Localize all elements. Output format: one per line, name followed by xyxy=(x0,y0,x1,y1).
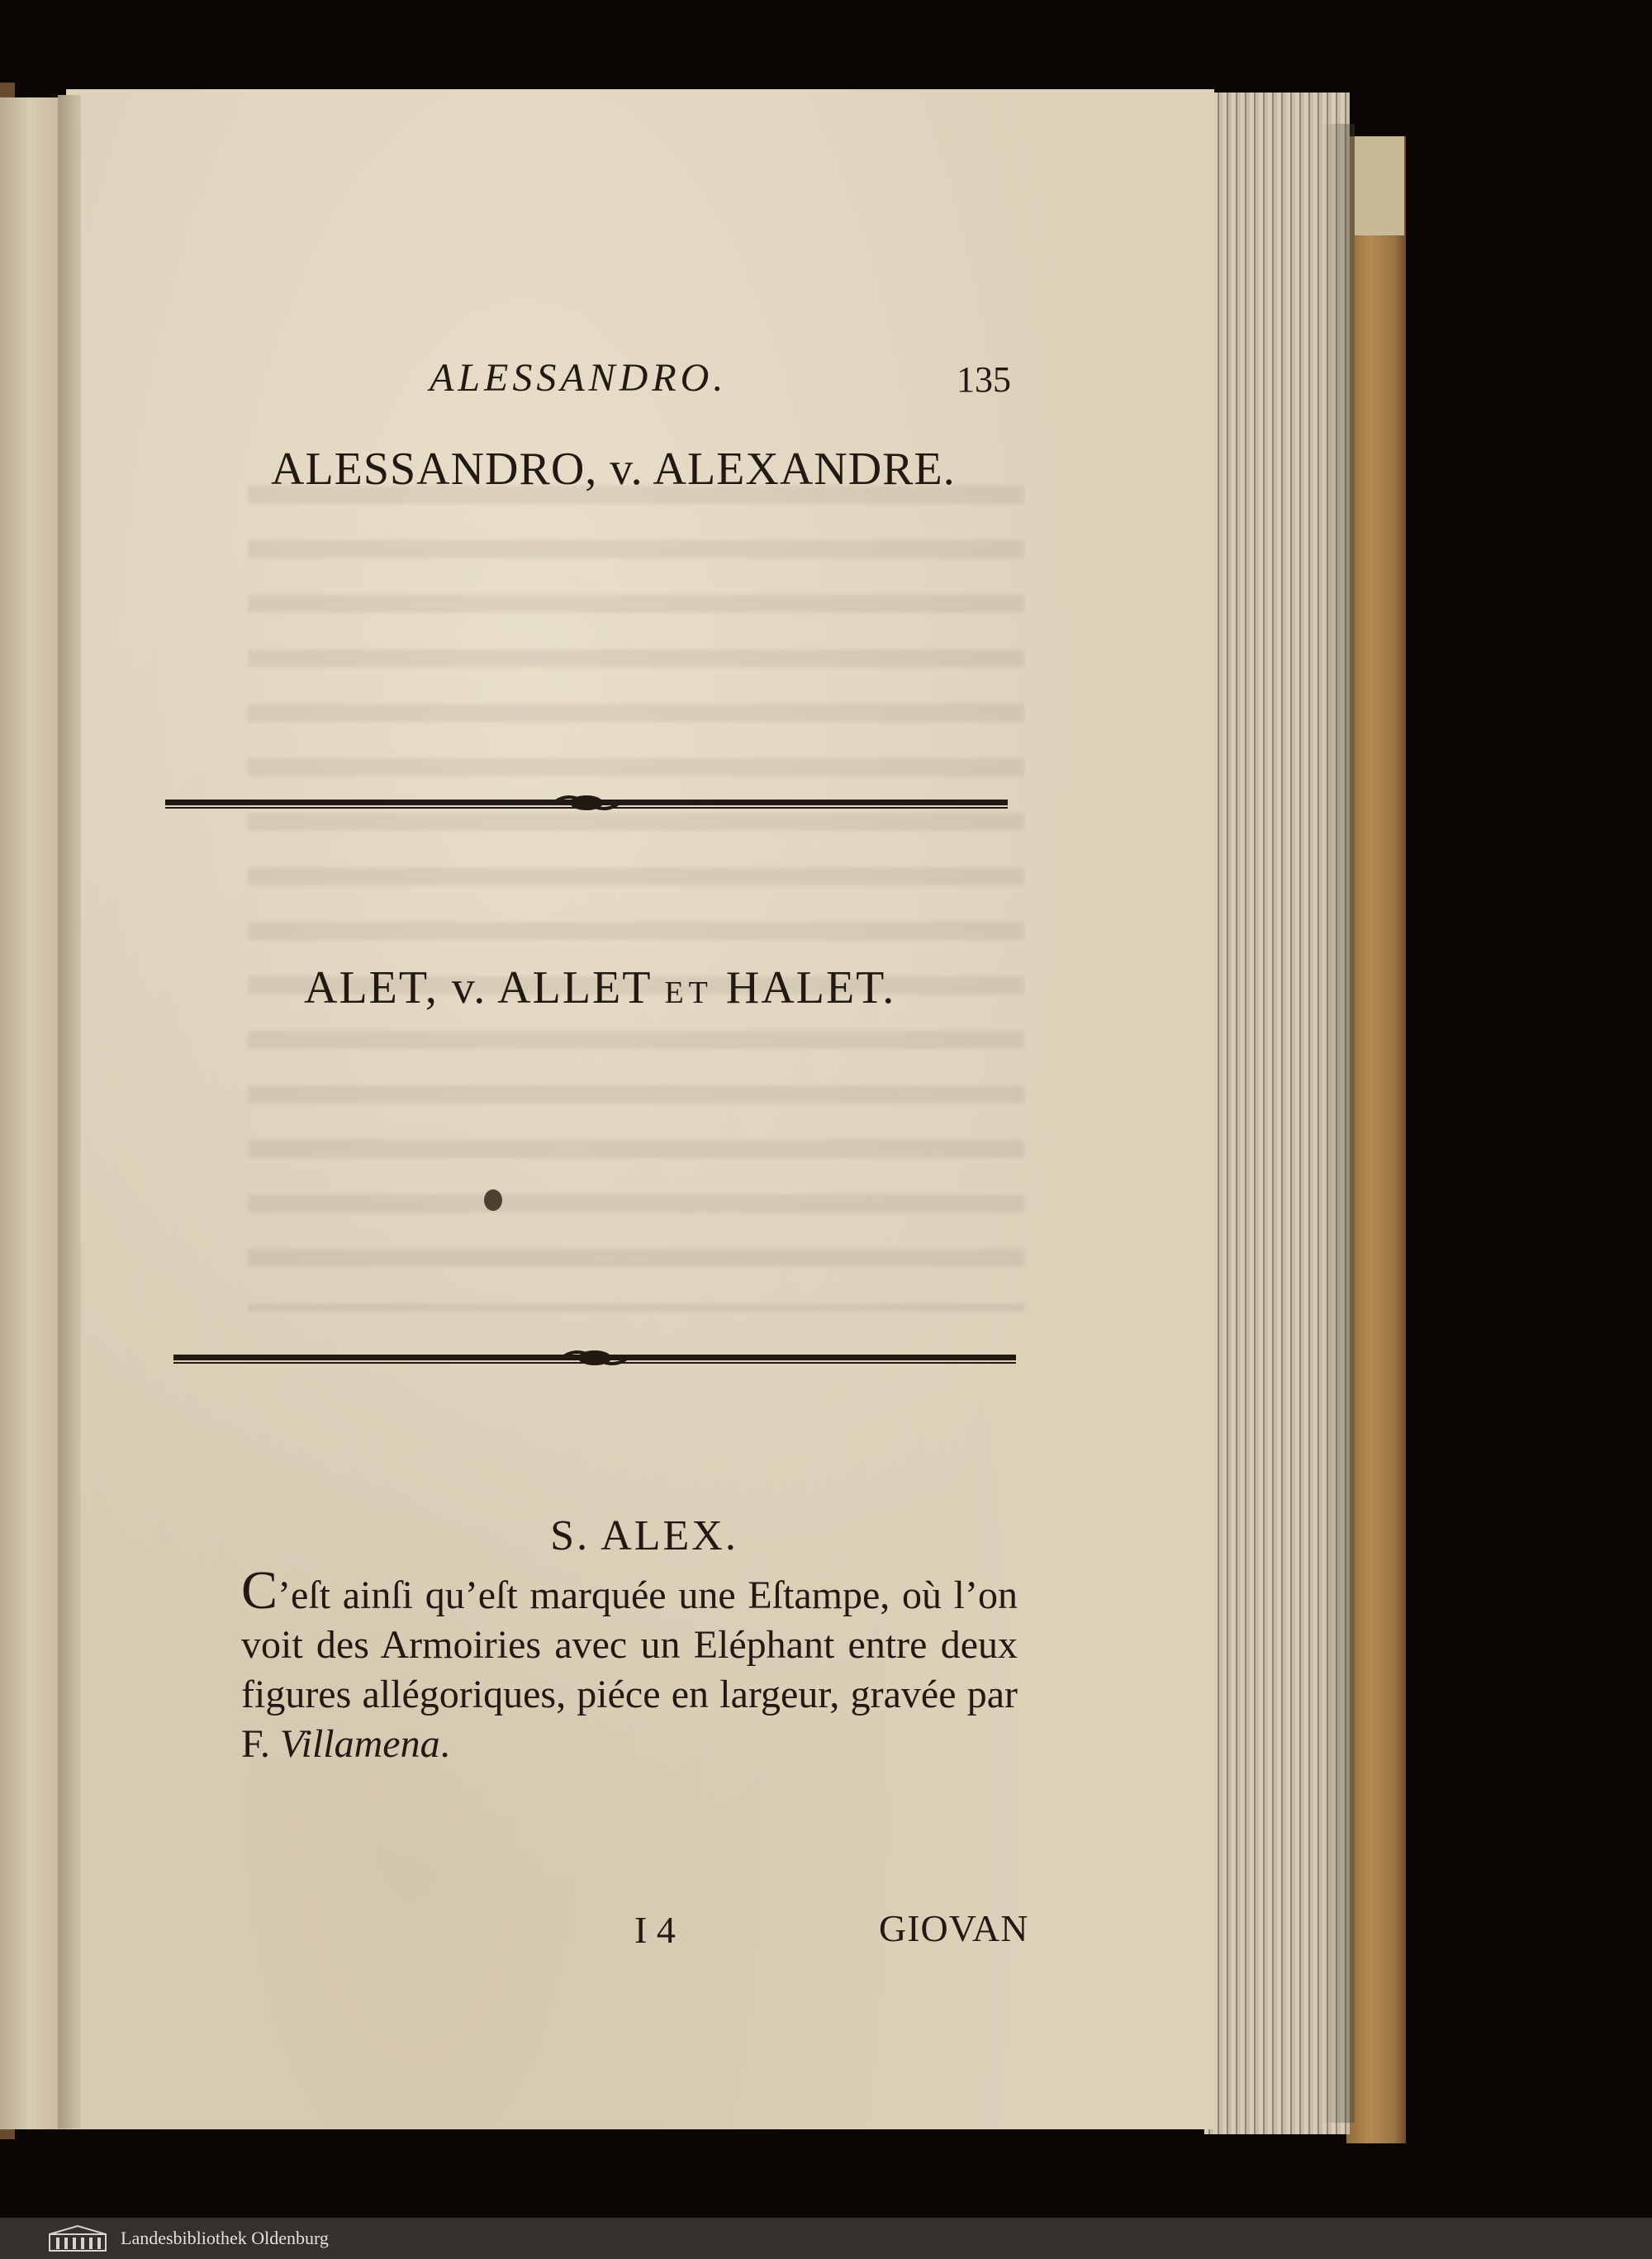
running-head: ALESSANDRO. xyxy=(430,356,728,400)
ornamental-rule-1 xyxy=(165,793,1008,816)
heading-alet-et: ET xyxy=(664,975,713,1010)
library-footer-bar xyxy=(0,2218,1652,2259)
entry-body-text xyxy=(241,1560,1018,1769)
ornamental-rule-2 xyxy=(173,1348,1016,1371)
drop-letter: C xyxy=(241,1560,278,1621)
facing-page-edge xyxy=(0,97,66,2129)
book-page xyxy=(66,89,1214,2129)
heading-alet-halet: HALET. xyxy=(712,962,896,1013)
library-building-icon xyxy=(48,2224,107,2252)
engraver-name: Villamena xyxy=(279,1722,440,1766)
page-number: 135 xyxy=(957,359,1011,400)
body-text-main: ’eſt ainſi qu’eſt marquée une Eſtampe, où l’on voit des Armoiries avec un Eléphant entre deux figures allégoriques, piéce en largeur, gravée par F. xyxy=(241,1573,1018,1766)
catchword: GIOVAN xyxy=(879,1907,1029,1949)
entry-heading-alet xyxy=(304,961,895,1014)
body-text-end: . xyxy=(439,1722,450,1766)
entry-heading-alessandro: ALESSANDRO, v. ALEXANDRE. xyxy=(271,444,956,495)
signature-mark: I 4 xyxy=(634,1909,676,1951)
ink-speck xyxy=(484,1189,502,1211)
fore-edge-shadow xyxy=(1322,124,1355,2123)
heading-alet-main: ALET, v. ALLET xyxy=(304,962,665,1013)
show-through-texture xyxy=(248,486,1024,1312)
gutter-shadow xyxy=(58,95,81,2128)
entry-heading-s-alex: S. ALEX. xyxy=(550,1512,738,1559)
back-cover-corner xyxy=(1355,136,1404,235)
back-cover-edge xyxy=(1346,136,1406,2143)
library-name: Landesbibliothek Oldenburg xyxy=(121,2228,329,2248)
